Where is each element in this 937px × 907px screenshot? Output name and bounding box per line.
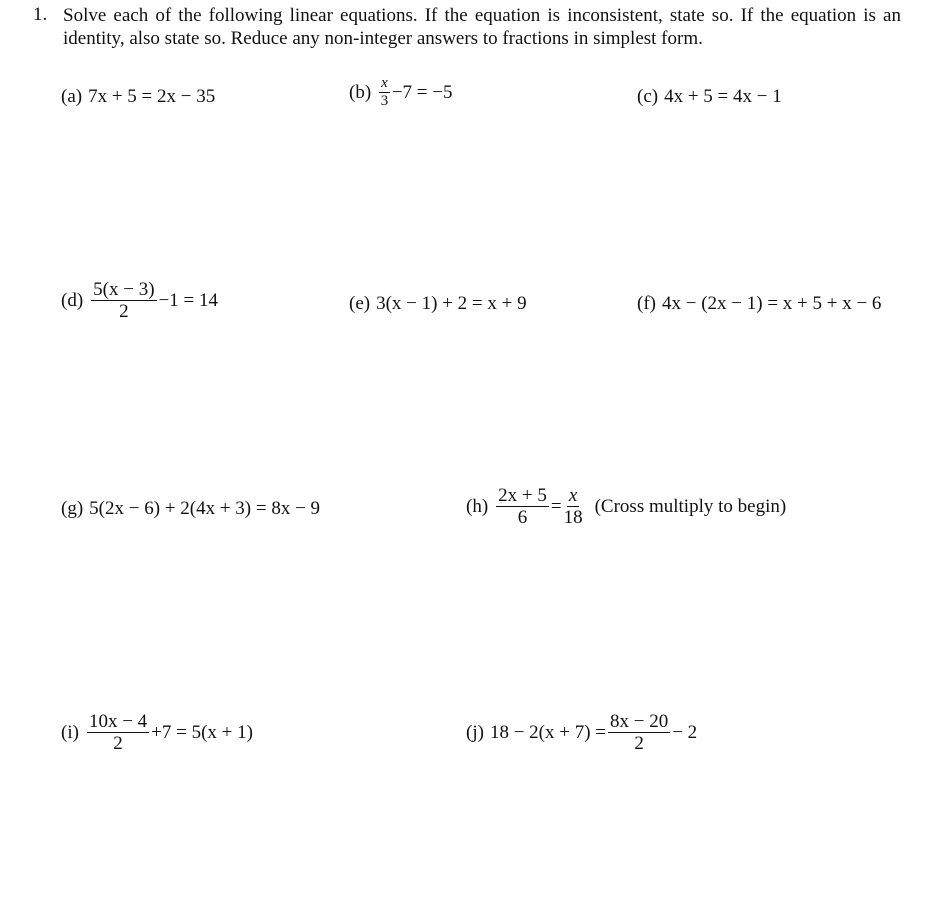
problem-h-right-denominator: 18 [563,507,583,528]
problem-i [61,712,253,753]
problem-j-fraction-denominator: 2 [634,733,644,754]
problem-c [637,86,782,108]
problem-f [637,293,881,315]
problem-a-label: (a) [61,86,83,107]
problem-i-rest: +7 = 5(x + 1) [151,721,253,743]
problem-e-label: (e) [349,293,371,314]
problem-g-equation: 5(2x − 6) + 2(4x + 3) = 8x − 9 [89,498,321,519]
problem-i-fraction-denominator: 2 [113,733,123,754]
problem-h-left-numerator: 2x + 5 [498,485,547,506]
problem-j-fraction-numerator: 8x − 20 [610,711,669,732]
problem-a [61,86,215,108]
problem-h-fraction-left [496,486,549,527]
problem-j-rest: − 2 [672,721,698,743]
problem-j-label: (j) [466,721,484,743]
problem-j [466,712,697,753]
problem-j-fraction [608,712,670,753]
problem-d-fraction-numerator: 5(x − 3) [93,279,155,300]
problem-b-fraction [379,76,390,109]
problem-a-equation: 7x + 5 = 2x − 35 [88,86,216,107]
problem-d [61,280,218,321]
problem-i-label: (i) [61,721,79,743]
problem-i-fraction [87,712,149,753]
question-number: 1. [33,4,48,25]
problem-b [349,76,452,109]
problem-c-equation: 4x + 5 = 4x − 1 [664,86,782,107]
problem-c-label: (c) [637,86,659,107]
problem-d-rest: −1 = 14 [158,289,218,311]
problem-h-fraction-right [564,486,583,527]
problem-j-left-side: 18 − 2(x + 7) = [489,721,606,743]
problem-f-equation: 4x − (2x − 1) = x + 5 + x − 6 [661,293,882,314]
problem-d-fraction-denominator: 2 [119,301,129,322]
problem-f-label: (f) [637,293,656,314]
problem-e-equation: 3(x − 1) + 2 = x + 9 [376,293,527,314]
problem-h-label: (h) [466,495,489,517]
problem-h-right-numerator: x [568,485,578,506]
problem-e [349,293,527,315]
problem-h-left-denominator: 6 [517,507,528,528]
problem-g-label: (g) [61,498,84,519]
problem-b-fraction-denominator: 3 [380,93,389,109]
problem-g [61,498,320,520]
problem-h-hint: (Cross multiply to begin) [594,495,787,517]
problem-h-equals: = [550,495,562,517]
problem-b-label: (b) [349,81,372,103]
problem-d-fraction [91,280,156,321]
problem-b-rest: −7 = −5 [391,81,453,103]
problem-h [466,486,786,527]
problem-b-fraction-numerator: x [381,75,388,91]
question-instructions: Solve each of the following linear equations. If the equation is inconsistent, state so. If the equation is an identity, also state so. Reduce any non-integer answers to fractions in simplest form. [63,5,901,49]
problem-i-fraction-numerator: 10x − 4 [88,711,148,732]
problem-d-label: (d) [61,289,84,311]
